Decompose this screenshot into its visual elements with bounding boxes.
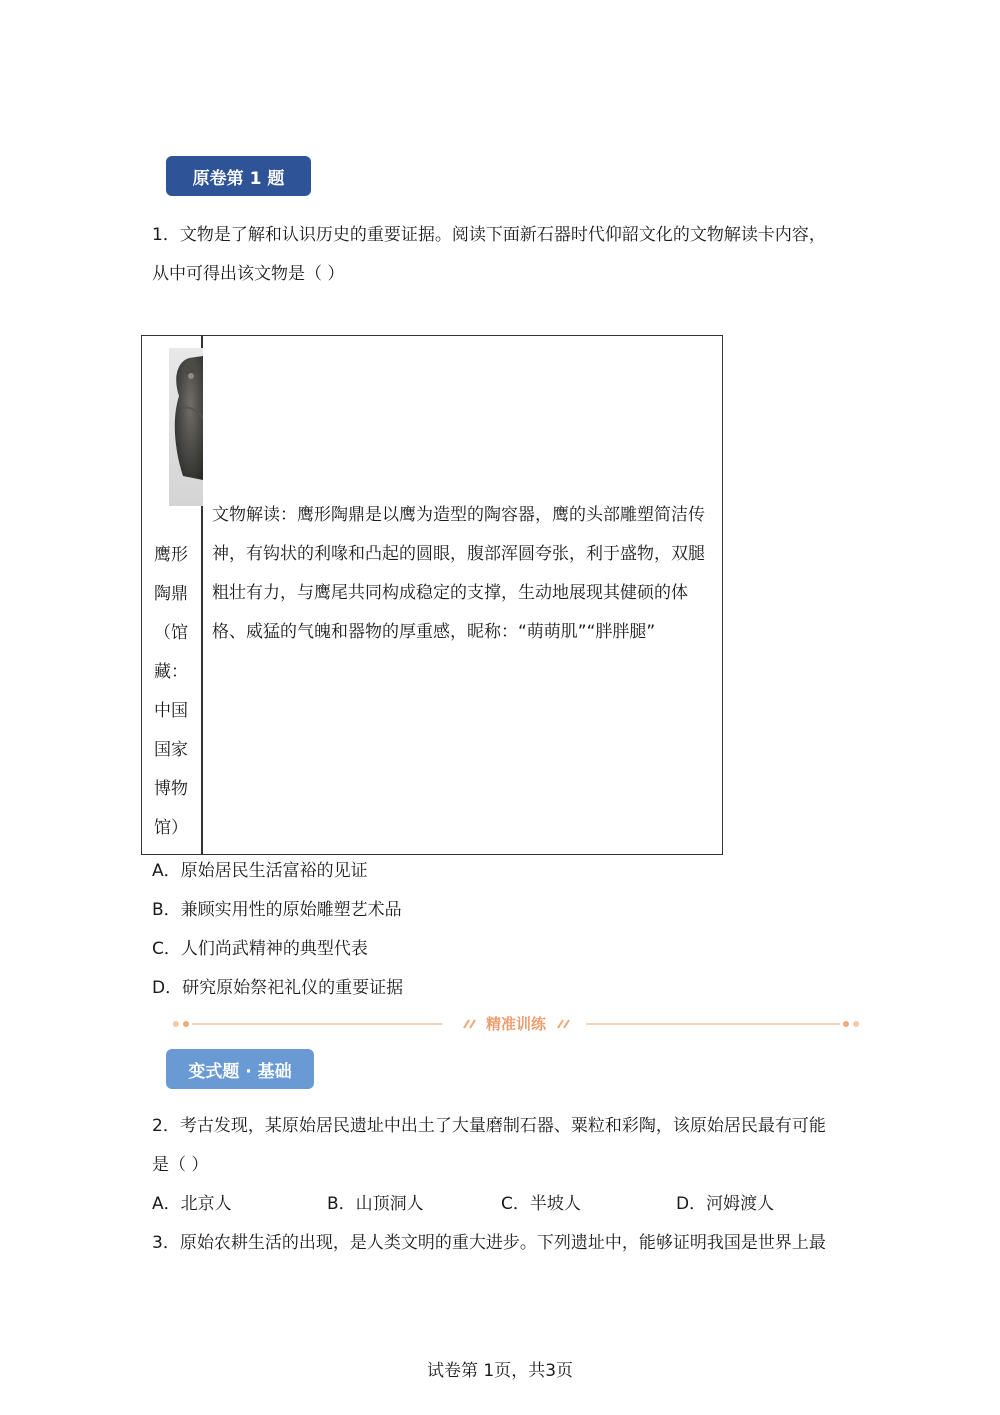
question1-option-a: A．原始居民生活富裕的见证 bbox=[152, 861, 368, 881]
question2-option-d: D．河姆渡人 bbox=[676, 1194, 775, 1214]
question1-text-line1: 1．文物是了解和认识历史的重要证据。阅读下面新石器时代仰韶文化的文物解读卡内容， bbox=[152, 225, 826, 245]
artifact-name-line: 馆） bbox=[154, 818, 188, 838]
question1-text-line2: 从中可得出该文物是（ ） bbox=[152, 264, 345, 284]
artifact-description: 文物解读：鹰形陶鼎是以鹰为造型的陶容器，鹰的头部雕塑简洁传神，有钩状的利喙和凸起的圆眼，腹部浑圆夸张，利于盛物，双腿粗壮有力，与鹰尾共同构成稳定的支撑，生动地展现其健硕的体格、威猛的气魄和器物的厚重感，昵称：“萌萌肌”“胖胖腿” bbox=[212, 505, 705, 642]
artifact-name-line: 中国 bbox=[154, 701, 188, 721]
artifact-name-line: 鹰形 bbox=[154, 545, 188, 565]
artifact-name-line: 陶鼎 bbox=[154, 584, 188, 604]
page-footer: 试卷第 1页，共3页 bbox=[426, 1361, 574, 1381]
question2-text-line2: 是（ ） bbox=[152, 1155, 209, 1175]
variant-question-badge: 变式题 · 基础 bbox=[166, 1049, 314, 1089]
question2-option-b: B．山顶洞人 bbox=[327, 1194, 424, 1214]
artifact-name-label bbox=[154, 536, 194, 848]
question2-option-c: C．半坡人 bbox=[501, 1194, 581, 1214]
question2-option-a: A．北京人 bbox=[152, 1194, 232, 1214]
question2-text-line1: 2．考古发现，某原始居民遗址中出土了大量磨制石器、粟粒和彩陶，该原始居民最有可能 bbox=[152, 1116, 826, 1136]
artifact-name-line: （馆 bbox=[154, 623, 188, 643]
question1-option-d: D．研究原始祭祀礼仪的重要证据 bbox=[152, 978, 404, 998]
original-question-badge: 原卷第 1 题 bbox=[166, 156, 311, 196]
section-divider-label: 精准训练 bbox=[485, 1015, 546, 1033]
artifact-card-table bbox=[141, 335, 723, 855]
question1-option-b: B．兼顾实用性的原始雕塑艺术品 bbox=[152, 900, 402, 920]
section-divider bbox=[172, 1013, 860, 1035]
question1-option-c: C．人们尚武精神的典型代表 bbox=[152, 939, 368, 959]
artifact-name-line: 博物 bbox=[154, 779, 188, 799]
eagle-pottery-ding-image bbox=[169, 348, 203, 506]
artifact-name-line: 国家 bbox=[154, 740, 188, 760]
artifact-name-line: 藏： bbox=[154, 662, 188, 682]
question3-text-line1: 3．原始农耕生活的出现，是人类文明的重大进步。下列遗址中，能够证明我国是世界上最 bbox=[152, 1233, 826, 1253]
